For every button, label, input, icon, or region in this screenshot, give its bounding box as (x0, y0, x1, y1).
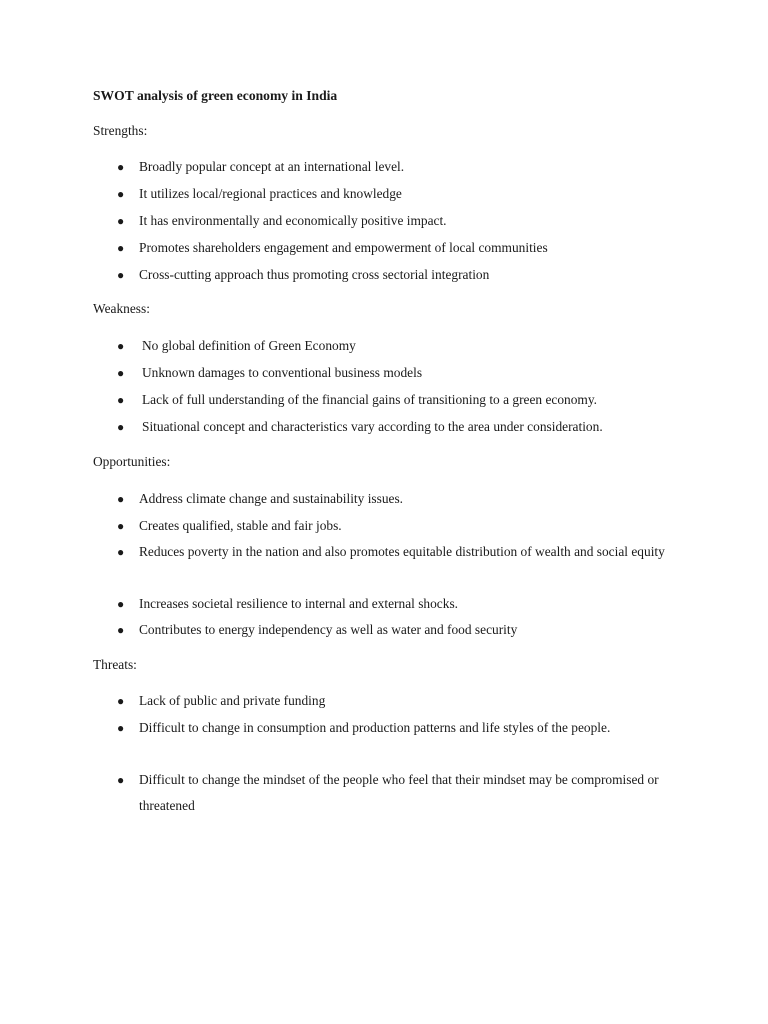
list-item-text: It has environmentally and economically positive impact. (139, 213, 447, 228)
section-heading-weakness: Weakness: (93, 301, 150, 316)
list-item-text: Lack of public and private funding (139, 693, 326, 708)
list-item-text: Contributes to energy independency as well as water and food security (139, 622, 518, 637)
list-item-text: Promotes shareholders engagement and empowerment of local communities (139, 240, 548, 255)
list-item-text: Broadly popular concept at an international level. (139, 159, 405, 174)
bullet-icon: ● (117, 268, 125, 282)
list-item-text: Increases societal resilience to internal and external shocks. (139, 596, 459, 611)
list-item-text: Situational concept and characteristics vary according to the area under consideration. (142, 419, 603, 434)
list-item-text: Lack of full understanding of the financial gains of transitioning to a green economy. (142, 392, 598, 407)
section-heading-threats: Threats: (93, 657, 137, 672)
list-item-text: Cross-cutting approach thus promoting cross sectorial integration (139, 267, 490, 282)
bullet-icon: ● (117, 773, 125, 787)
bullet-icon: ● (117, 420, 125, 434)
document-title: SWOT analysis of green economy in India (93, 88, 338, 103)
bullet-icon: ● (117, 187, 125, 201)
bullet-icon: ● (117, 241, 125, 255)
section-heading-opportunities: Opportunities: (93, 454, 171, 469)
list-item-text: Unknown damages to conventional business models (142, 365, 423, 380)
list-item-text: Creates qualified, stable and fair jobs. (139, 518, 342, 533)
bullet-icon: ● (117, 519, 125, 533)
list-item-text: Difficult to change in consumption and production patterns and life styles of the people. (139, 720, 611, 735)
bullet-icon: ● (117, 339, 125, 353)
bullet-icon: ● (117, 492, 125, 506)
list-item-text: Reduces poverty in the nation and also promotes equitable distribution of wealth and social equity (139, 544, 665, 559)
bullet-icon: ● (117, 366, 125, 380)
bullet-icon: ● (117, 623, 125, 637)
bullet-icon: ● (117, 214, 125, 228)
list-item-text: Difficult to change the mindset of the people who feel that their mindset may be compromised or threatened (139, 772, 659, 813)
bullet-icon: ● (117, 597, 125, 611)
list-item-text: Address climate change and sustainability issues. (139, 491, 404, 506)
bullet-icon: ● (117, 694, 125, 708)
list-item-text: No global definition of Green Economy (142, 338, 356, 353)
section-heading-strengths: Strengths: (93, 123, 148, 138)
bullet-icon: ● (117, 721, 125, 735)
bullet-icon: ● (117, 545, 125, 559)
list-item-text: It utilizes local/regional practices and knowledge (139, 186, 402, 201)
bullet-icon: ● (117, 160, 125, 174)
bullet-icon: ● (117, 393, 125, 407)
